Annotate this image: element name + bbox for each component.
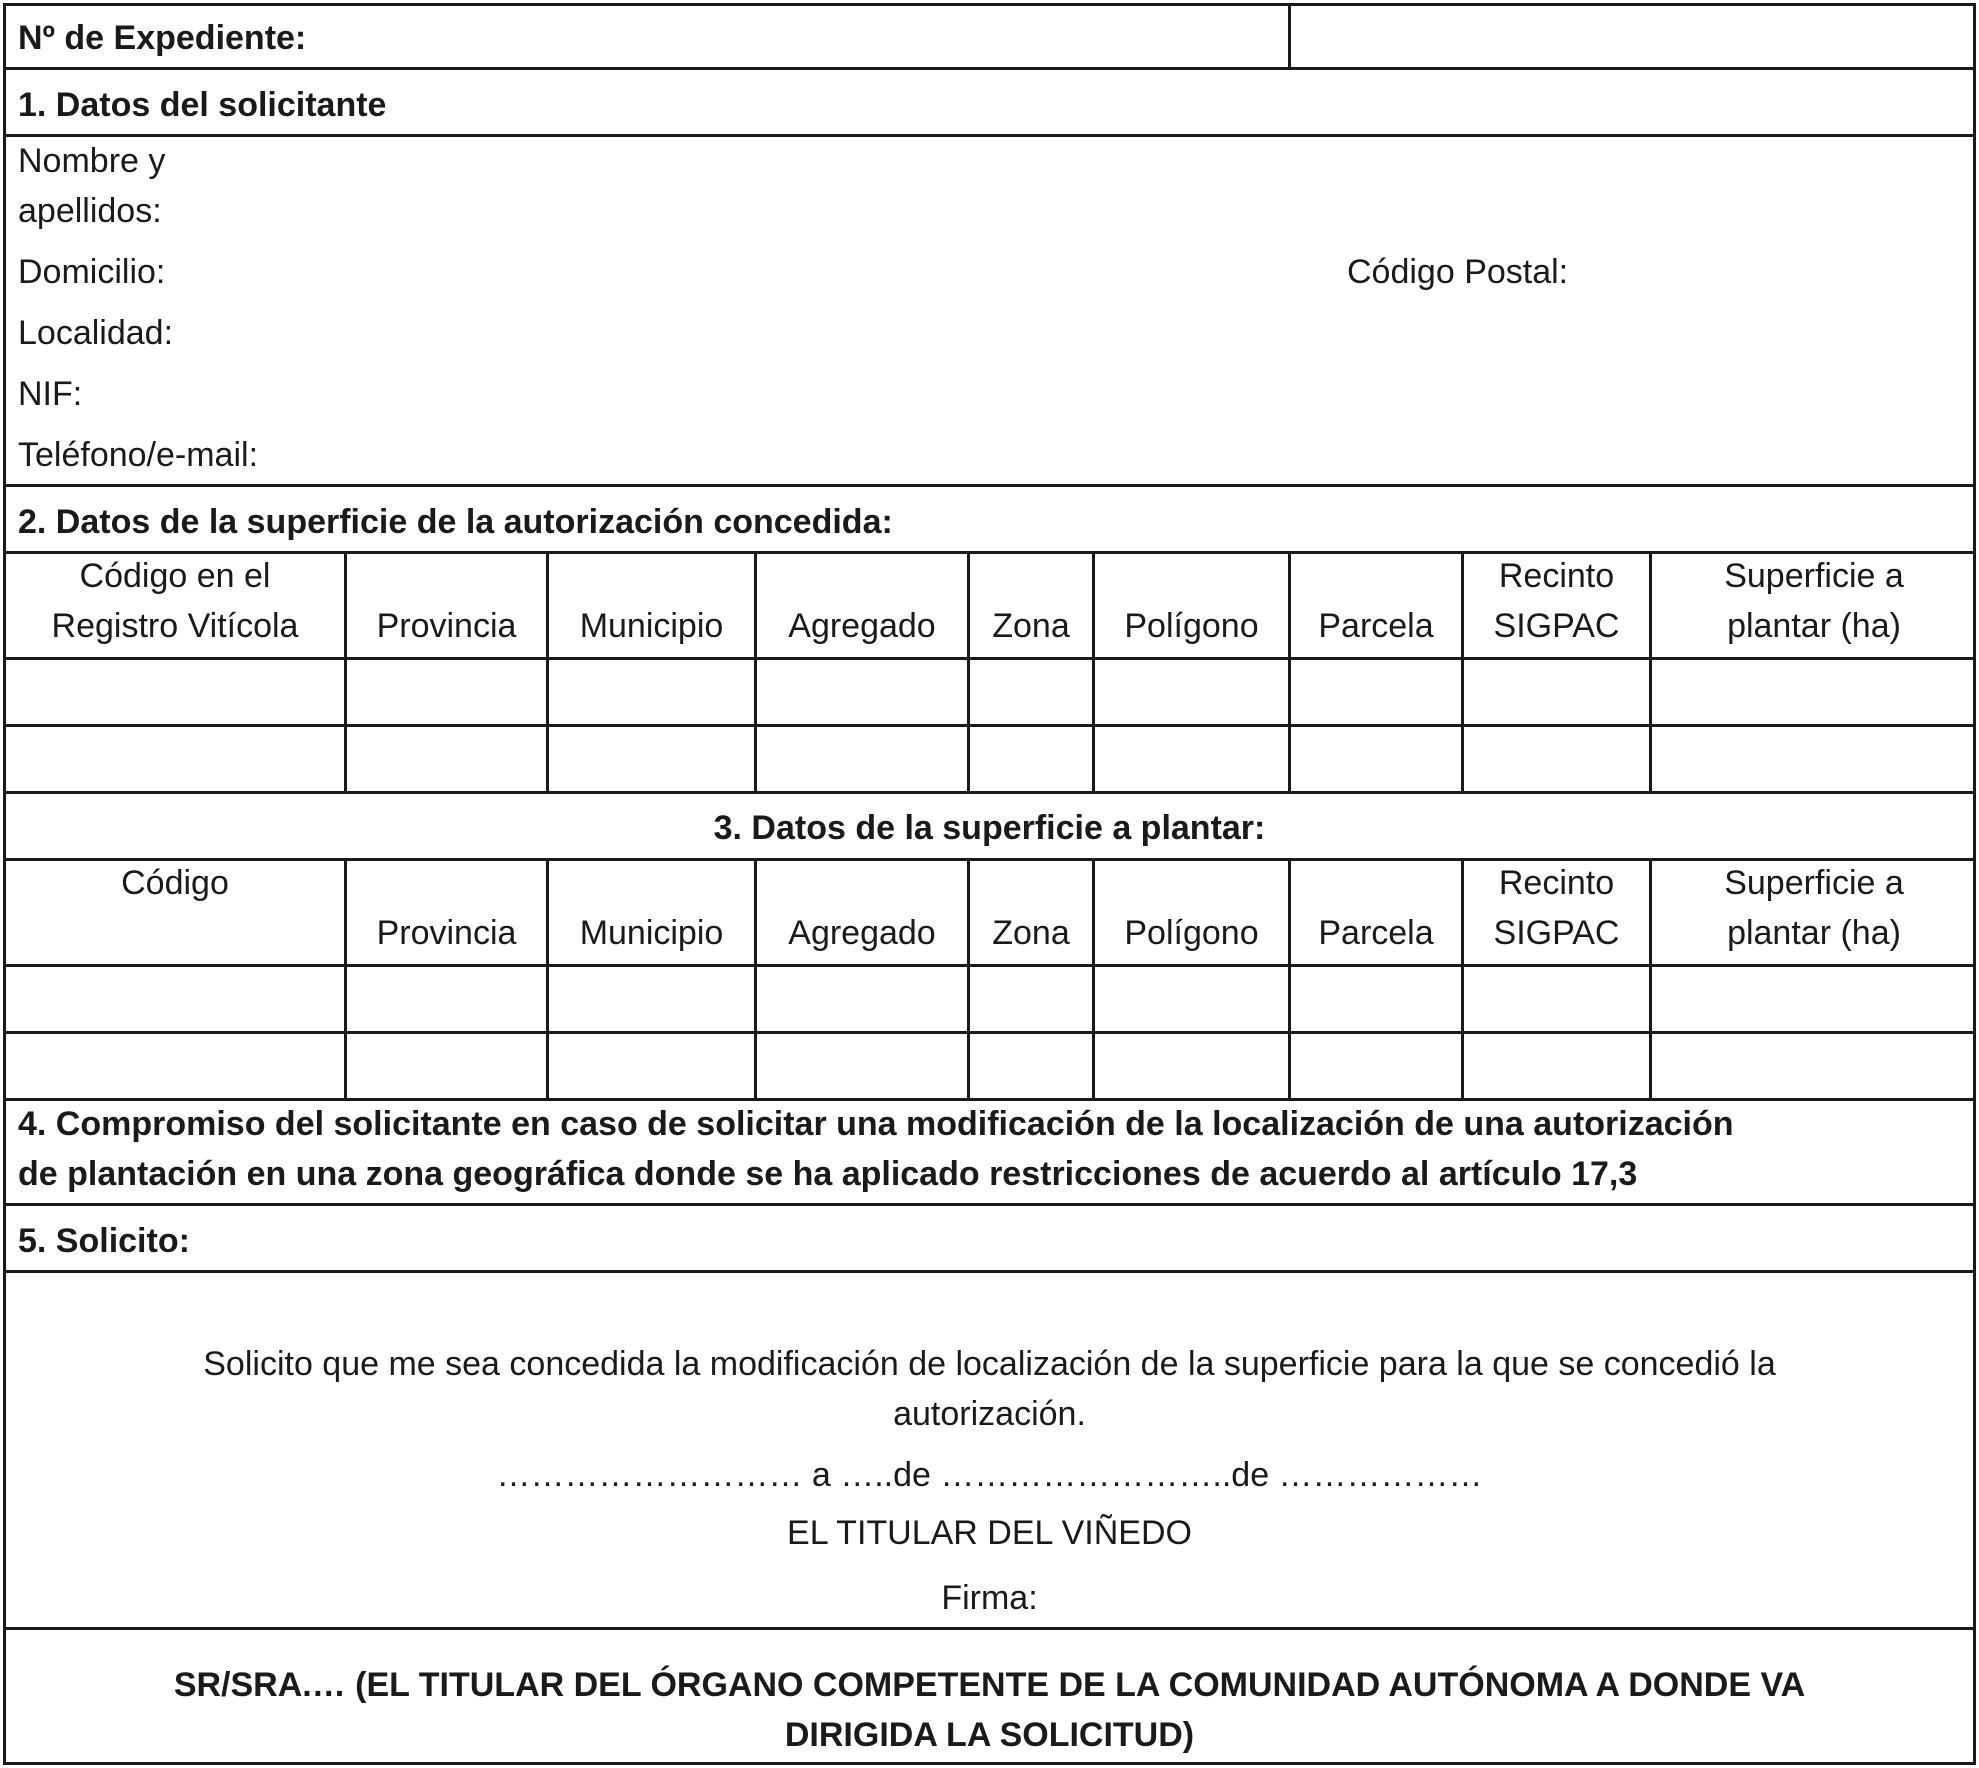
column-header-line2: Zona <box>992 914 1070 952</box>
column-header-line2: Provincia <box>376 607 517 645</box>
column-divider <box>344 551 347 791</box>
column-header-line2: SIGPAC <box>1493 607 1620 645</box>
firma-field[interactable] <box>1060 1575 1360 1621</box>
codigo-postal-field[interactable] <box>1600 250 1960 296</box>
row-divider <box>3 1031 1976 1034</box>
column-divider <box>1092 858 1095 1098</box>
table-cell-input[interactable] <box>550 728 752 788</box>
column-header-line2: plantar (ha) <box>1727 914 1901 952</box>
row-divider <box>3 724 1976 727</box>
row-divider <box>3 657 1976 660</box>
nombre-label-line1: Nombre y <box>18 142 166 180</box>
table-cell-input[interactable] <box>348 728 544 788</box>
table-cell-input[interactable] <box>1292 661 1459 721</box>
column-header-line1: Superficie a <box>1724 864 1904 902</box>
table-cell-input[interactable] <box>1096 968 1286 1028</box>
column-divider <box>967 551 970 791</box>
row-divider <box>3 484 1976 487</box>
section4-title-line1: 4. Compromiso del solicitante en caso de solicitar una modificación de la localización de una autorización <box>18 1105 1734 1143</box>
column-header-line2: Polígono <box>1124 914 1259 952</box>
column-header-line2: Municipio <box>579 914 724 952</box>
column-header-line2: Zona <box>992 607 1070 645</box>
domicilio-label: Domicilio: <box>18 253 166 291</box>
column-header-line2: Registro Vitícola <box>51 607 299 645</box>
table-cell-input[interactable] <box>7 968 342 1028</box>
table-cell-input[interactable] <box>1465 1035 1647 1095</box>
table-cell-input[interactable] <box>1653 968 1974 1028</box>
footer-line1: SR/SRA.… (EL TITULAR DEL ÓRGANO COMPETENTE DE LA COMUNIDAD AUTÓNOMA A DONDE VA <box>173 1666 1806 1704</box>
row-divider <box>3 1270 1976 1273</box>
table-cell-input[interactable] <box>1653 661 1974 721</box>
telefono-field[interactable] <box>300 434 1960 480</box>
localidad-field[interactable] <box>200 312 1960 358</box>
column-header-line1: Código <box>121 864 229 902</box>
nombre-field[interactable] <box>300 140 1960 230</box>
column-divider <box>754 551 757 791</box>
column-header-line1: Recinto <box>1498 864 1615 902</box>
footer-line2: DIRIGIDA LA SOLICITUD) <box>784 1716 1195 1754</box>
localidad-label: Localidad: <box>18 314 174 352</box>
table-cell-input[interactable] <box>550 1035 752 1095</box>
table-cell-input[interactable] <box>758 1035 965 1095</box>
row-divider <box>3 964 1976 967</box>
table-cell-input[interactable] <box>1096 1035 1286 1095</box>
column-header-line2: Parcela <box>1318 607 1434 645</box>
table-cell-input[interactable] <box>1465 661 1647 721</box>
table-cell-input[interactable] <box>971 728 1090 788</box>
nif-label: NIF: <box>18 375 83 413</box>
table-cell-input[interactable] <box>550 661 752 721</box>
section4-title-line2: de plantación en una zona geográfica donde se ha aplicado restricciones de acuerdo al artículo 17,3 <box>18 1155 1638 1193</box>
row-divider <box>3 134 1976 137</box>
column-divider <box>546 858 549 1098</box>
column-header-line1: Recinto <box>1498 557 1615 595</box>
column-divider <box>754 858 757 1098</box>
titular-label: EL TITULAR DEL VIÑEDO <box>787 1514 1192 1552</box>
table-cell-input[interactable] <box>1465 968 1647 1028</box>
table-cell-input[interactable] <box>758 661 965 721</box>
column-header-line2: Polígono <box>1124 607 1259 645</box>
section5-title: 5. Solicito: <box>18 1222 190 1260</box>
column-header-line2: Agregado <box>788 607 936 645</box>
table-cell-input[interactable] <box>348 968 544 1028</box>
section3-title: 3. Datos de la superficie a plantar: <box>713 809 1266 847</box>
table-cell-input[interactable] <box>1465 728 1647 788</box>
section2-title: 2. Datos de la superficie de la autorización concedida: <box>18 503 893 541</box>
table-cell-input[interactable] <box>348 661 544 721</box>
date-line[interactable]: ……………………… a …..de ……………………..de ……………… <box>496 1456 1483 1494</box>
row-divider <box>3 791 1976 794</box>
table-cell-input[interactable] <box>1292 1035 1459 1095</box>
column-header-line2: Provincia <box>376 914 517 952</box>
table-cell-input[interactable] <box>758 728 965 788</box>
table-cell-input[interactable] <box>758 968 965 1028</box>
column-header-line2: Municipio <box>579 607 724 645</box>
expediente-field[interactable] <box>1292 7 1972 65</box>
domicilio-field[interactable] <box>200 250 1330 296</box>
column-divider <box>1288 3 1291 69</box>
column-divider <box>1288 858 1291 1098</box>
table-cell-input[interactable] <box>348 1035 544 1095</box>
column-divider <box>1288 551 1291 791</box>
codigo-postal-label: Código Postal: <box>1347 253 1569 291</box>
column-divider <box>344 858 347 1098</box>
solicito-text-line2: autorización. <box>893 1395 1086 1433</box>
table-cell-input[interactable] <box>1653 1035 1974 1095</box>
column-header-line1: Código en el <box>79 557 271 595</box>
table-cell-input[interactable] <box>971 968 1090 1028</box>
table-cell-input[interactable] <box>1096 728 1286 788</box>
column-header-line2: plantar (ha) <box>1727 607 1901 645</box>
section1-title: 1. Datos del solicitante <box>18 86 387 124</box>
table-cell-input[interactable] <box>1292 968 1459 1028</box>
table-cell-input[interactable] <box>1292 728 1459 788</box>
table-cell-input[interactable] <box>971 661 1090 721</box>
firma-label: Firma: <box>941 1579 1038 1617</box>
column-header-line1: Superficie a <box>1724 557 1904 595</box>
telefono-label: Teléfono/e-mail: <box>18 436 259 474</box>
column-header-line2: SIGPAC <box>1493 914 1620 952</box>
solicito-text-line1: Solicito que me sea concedida la modificación de localización de la superficie para la que se concedió la <box>203 1345 1776 1383</box>
table-cell-input[interactable] <box>971 1035 1090 1095</box>
table-cell-input[interactable] <box>7 728 342 788</box>
table-cell-input[interactable] <box>1653 728 1974 788</box>
column-divider <box>1092 551 1095 791</box>
row-divider <box>3 1203 1976 1206</box>
expediente-label: Nº de Expediente: <box>18 19 307 57</box>
table-cell-input[interactable] <box>550 968 752 1028</box>
column-header-line2: Agregado <box>788 914 936 952</box>
nif-field[interactable] <box>200 373 1960 419</box>
row-divider <box>3 67 1976 70</box>
row-divider <box>3 1627 1976 1630</box>
nombre-label-line2: apellidos: <box>18 192 162 230</box>
column-divider <box>967 858 970 1098</box>
column-divider <box>546 551 549 791</box>
table-cell-input[interactable] <box>7 1035 342 1095</box>
column-header-line2: Parcela <box>1318 914 1434 952</box>
table-cell-input[interactable] <box>1096 661 1286 721</box>
table-cell-input[interactable] <box>7 661 342 721</box>
